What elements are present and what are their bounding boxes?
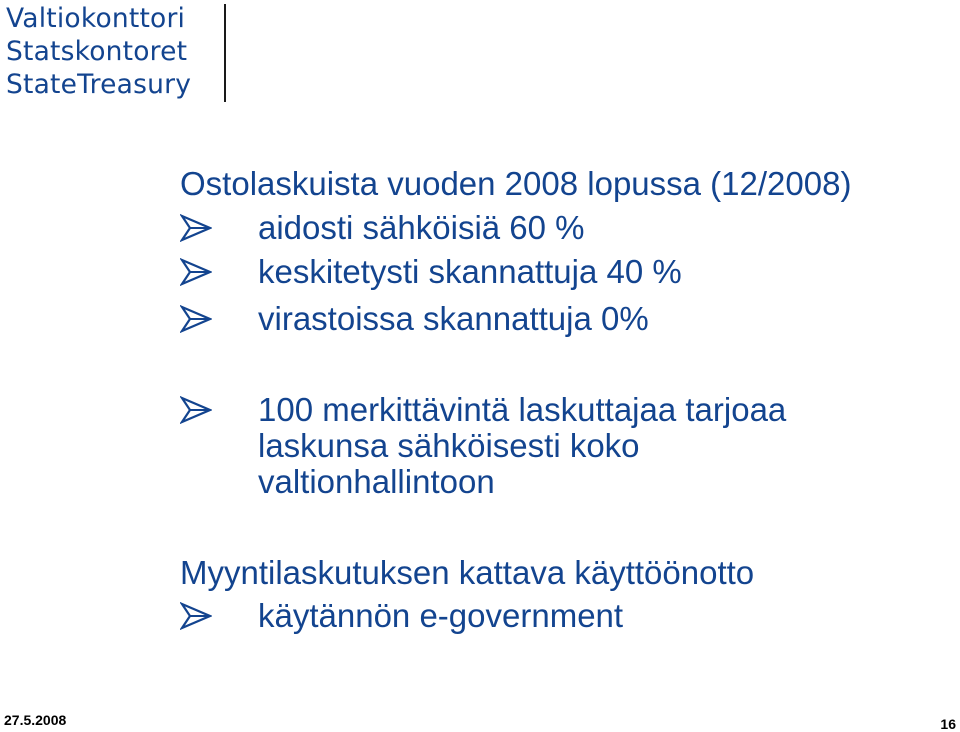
bullet-item xyxy=(180,301,940,341)
logo-line-swedish: Statskontoret xyxy=(6,36,188,67)
bullet-text: virastoissa skannattuja 0% xyxy=(258,300,649,337)
bullet-item xyxy=(180,210,940,250)
footer-date: 27.5.2008 xyxy=(4,712,67,728)
arrowhead-bullet-icon xyxy=(180,396,212,424)
page-number: 16 xyxy=(940,716,956,732)
logo-line-english: StateTreasury xyxy=(6,69,192,100)
bullet-item xyxy=(180,392,940,506)
bullet-text-line: 100 merkittävintä laskuttajaa tarjoaa xyxy=(258,391,787,428)
arrowhead-bullet-icon xyxy=(180,258,212,286)
bullet-text xyxy=(258,392,898,500)
bullet-text: käytännön e-government xyxy=(258,597,624,634)
arrowhead-bullet-icon xyxy=(180,602,212,630)
bullet-item xyxy=(180,598,940,638)
arrowhead-bullet-icon xyxy=(180,214,212,242)
heading-purchase-invoices: Ostolaskuista vuoden 2008 lopussa (12/2008) xyxy=(180,165,852,202)
logo-line-finnish: Valtiokonttori xyxy=(6,3,186,34)
bullet-text-line: laskunsa sähköisesti koko xyxy=(258,427,640,464)
bullet-text: keskitetysti skannattuja 40 % xyxy=(258,253,682,290)
bullet-text: aidosti sähköisiä 60 % xyxy=(258,209,585,246)
arrowhead-bullet-icon xyxy=(180,305,212,333)
bullet-item xyxy=(180,254,940,294)
bullet-text-line: valtionhallintoon xyxy=(258,463,495,500)
heading-sales-invoicing: Myyntilaskutuksen kattava käyttöönotto xyxy=(180,554,755,591)
